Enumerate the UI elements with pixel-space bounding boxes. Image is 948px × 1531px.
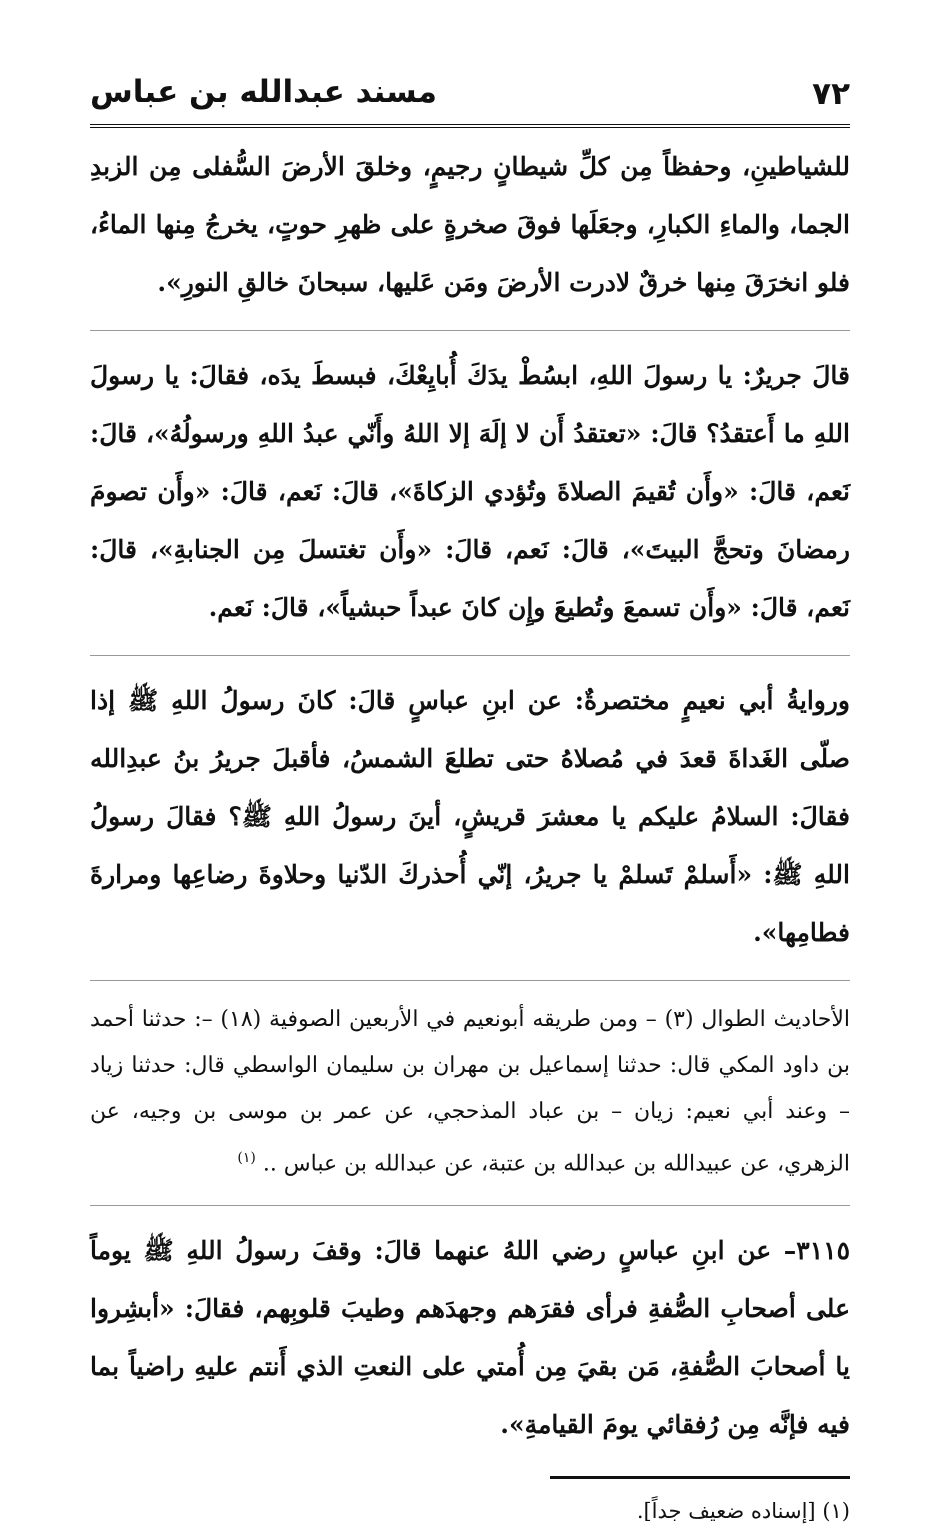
document-page <box>90 60 850 1531</box>
isnad-text: الأحاديث الطوال (٣) – ومن طريقه أبونعيم في الأربعين الصوفية (١٨) –: حدثنا أحمد بن داود المكي قال: حدثنا إسماعيل بن مهران بن سليمان الواسطي قال: حدثنا زياد – وعند أبي نعيم: زيان – بن عباد المذحجي، عن عمر بن موسى بن وجيه، عن الزهري، عن عبيدالله بن عبدالله بن عتبة، عن عبدالله بن عباس .. <box>90 1007 850 1177</box>
hadith-3115: ٣١١٥– عن ابنِ عباسٍ رضي اللهُ عنهما قالَ: وقفَ رسولُ اللهِ ﷺ يوماً على أصحابِ الصُّفةِ فرأى فقرَهم وجهدَهم وطيبَ قلوبِهم، فقالَ: «أبشِروا يا أصحابَ الصُّفةِ، مَن بقيَ مِن أُمتي على النعتِ الذي أَنتم عليهِ راضياً بما فيه فإنَّه مِن رُفقائي يومَ القيامةِ». <box>90 1236 850 1440</box>
paragraph-divider <box>90 655 850 656</box>
paragraph-continuation: للشياطينِ، وحفظاً مِن كلِّ شيطانٍ رجيمٍ، وخلقَ الأرضَ السُّفلى مِن الزبدِ الجما، والماءِ الكبارِ، وجعَلَها فوقَ صخرةٍ على ظهرِ حوتٍ، يخرجُ مِنها الماءُ، فلو انخرَقَ مِنها خرقٌ لادرت الأرضَ ومَن عَليها، سبحانَ خالقِ النورِ». <box>90 152 850 297</box>
paragraph-divider <box>90 1205 850 1206</box>
footnote-area <box>90 1454 850 1531</box>
footnote-text: [إسناده ضعيف جداً]. <box>636 1499 816 1524</box>
page-number: ٧٢ <box>812 76 850 112</box>
footnote-rule <box>550 1476 850 1479</box>
paragraph-jarir-bayah: قالَ جريرٌ: يا رسولَ اللهِ، ابسُطْ يدَكَ أُبايِعْكَ، فبسطَ يدَه، فقالَ: يا رسولَ اللهِ ما أَعتقدُ؟ قالَ: «تعتقدُ أَن لا إلَهَ إلا اللهُ وأَنّي عبدُ اللهِ ورسولُهُ»، قالَ: نَعم، قالَ: «وأَن تُقيمَ الصلاةَ وتُؤدي الزكاةَ»، قالَ: نَعم، قالَ: «وأَن تصومَ رمضانَ وتحجَّ البيتَ»، قالَ: نَعم، قالَ: «وأَن تغتسلَ مِن الجنابةِ»، قالَ: نَعم، قالَ: «وأَن تسمعَ وتُطيعَ وإِن كانَ عبداً حبشياً»، قالَ: نَعم. <box>90 361 850 622</box>
running-header <box>90 60 850 128</box>
footnote-number: (١) <box>822 1499 850 1524</box>
footnote-marker: (١) <box>237 1150 256 1166</box>
book-title: مسند عبدالله بن عباس <box>90 74 437 110</box>
footnote <box>550 1491 850 1531</box>
paragraph-abu-nuaym-narration: وروايةُ أبي نعيمٍ مختصرةٌ: عن ابنِ عباسٍ قالَ: كانَ رسولُ اللهِ ﷺ إذا صلّى الغَداةَ قعدَ في مُصلاهُ حتى تطلعَ الشمسُ، فأقبلَ جريرُ بنُ عبدِالله فقالَ: السلامُ عليكم يا معشرَ قريشٍ، أينَ رسولُ اللهِ ﷺ؟ فقالَ رسولُ اللهِ ﷺ: «أَسلمْ تَسلمْ يا جريرُ، إنّي أُحذركَ الدّنيا وحلاوةَ رضاعِها ومرارةَ فطامِها». <box>90 686 850 947</box>
paragraph-divider <box>90 980 850 981</box>
paragraph-divider <box>90 330 850 331</box>
isnad-paragraph <box>90 997 850 1187</box>
